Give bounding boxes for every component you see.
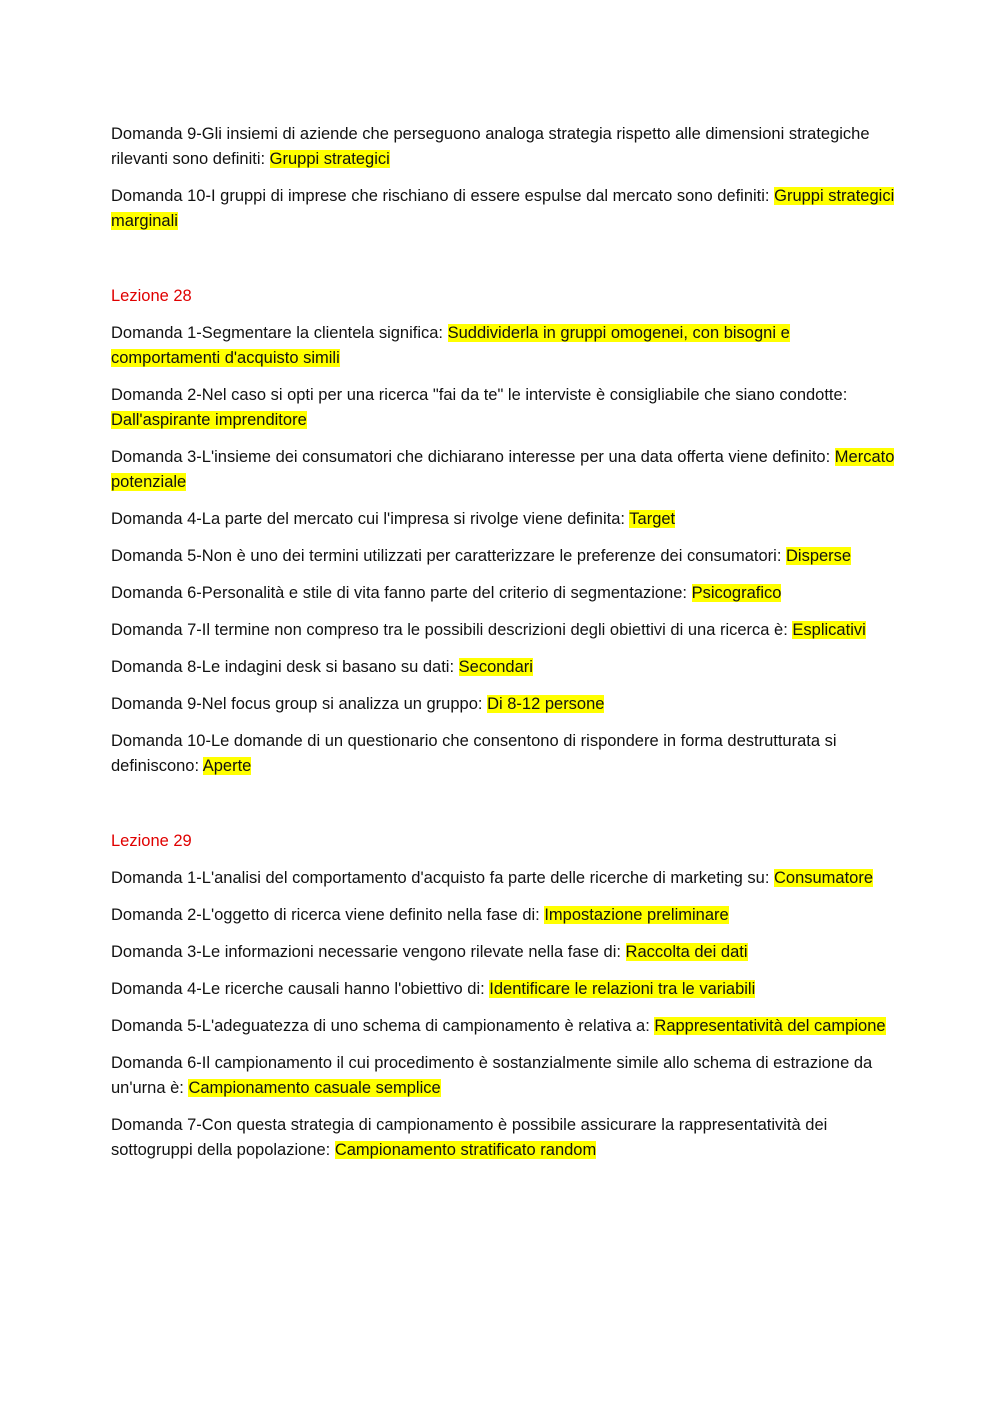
question-text: Domanda 5-L'adeguatezza di uno schema di campionamento è relativa a: xyxy=(111,1017,655,1035)
question-text: Domanda 7-Il termine non compreso tra le possibili descrizioni degli obiettivi di una ricerca è: xyxy=(111,621,793,639)
question-text: Domanda 4-La parte del mercato cui l'impresa si rivolge viene definita: xyxy=(111,510,630,528)
question-item xyxy=(111,940,901,965)
question-item xyxy=(111,903,901,928)
lesson-title: Lezione 28 xyxy=(111,287,192,305)
answer-highlight: Impostazione preliminare xyxy=(544,906,729,924)
lesson-section xyxy=(111,829,901,1163)
answer-highlight: Target xyxy=(629,510,676,528)
question-item xyxy=(111,655,901,680)
question-item xyxy=(111,507,901,532)
question-item xyxy=(111,544,901,569)
question-item xyxy=(111,122,901,172)
question-text: Domanda 5-Non è uno dei termini utilizzati per caratterizzare le preferenze dei consumatori: xyxy=(111,547,786,565)
question-item xyxy=(111,581,901,606)
question-text: Domanda 1-Segmentare la clientela significa: xyxy=(111,324,448,342)
question-text: Domanda 10-I gruppi di imprese che rischiano di essere espulse dal mercato sono definiti: xyxy=(111,187,775,205)
question-item xyxy=(111,1014,901,1039)
answer-highlight: Rappresentatività del campione xyxy=(654,1017,886,1035)
question-text: Domanda 2-L'oggetto di ricerca viene definito nella fase di: xyxy=(111,906,545,924)
answer-highlight: Psicografico xyxy=(691,584,782,602)
answer-highlight: Di 8-12 persone xyxy=(487,695,605,713)
answer-highlight: Campionamento casuale semplice xyxy=(188,1079,441,1097)
question-item xyxy=(111,321,901,371)
answer-highlight: Consumatore xyxy=(773,869,874,887)
question-item xyxy=(111,692,901,717)
question-text: Domanda 6-Personalità e stile di vita fanno parte del criterio di segmentazione: xyxy=(111,584,692,602)
answer-highlight: Secondari xyxy=(458,658,533,676)
answer-highlight: Disperse xyxy=(786,547,852,565)
question-text: Domanda 7-Con questa strategia di campionamento è possibile assicurare la rappresentatività dei sottogruppi della popolazione: xyxy=(111,1116,828,1159)
document-content xyxy=(111,122,901,1175)
answer-highlight: Aperte xyxy=(202,757,252,775)
question-text: Domanda 6-Il campionamento il cui procedimento è sostanzialmente simile allo schema di estrazione da un'urna è: xyxy=(111,1054,873,1097)
answer-highlight: Esplicativi xyxy=(792,621,866,639)
answer-highlight: Identificare le relazioni tra le variabili xyxy=(489,980,756,998)
answer-highlight: Mercato potenziale xyxy=(111,448,895,491)
question-item xyxy=(111,866,901,891)
question-item xyxy=(111,977,901,1002)
question-item xyxy=(111,729,901,779)
answer-highlight: Suddividerla in gruppi omogenei, con bisogni e comportamenti d'acquisto simili xyxy=(111,324,790,367)
question-text: Domanda 1-L'analisi del comportamento d'acquisto fa parte delle ricerche di marketing su: xyxy=(111,869,774,887)
lesson-title: Lezione 29 xyxy=(111,832,192,850)
question-item xyxy=(111,445,901,495)
question-text: Domanda 3-L'insieme dei consumatori che dichiarano interesse per una data offerta viene definito: xyxy=(111,448,835,466)
answer-highlight: Gruppi strategici marginali xyxy=(111,187,895,230)
question-item xyxy=(111,1051,901,1101)
question-item xyxy=(111,184,901,234)
lesson-section xyxy=(111,284,901,779)
question-text: Domanda 9-Nel focus group si analizza un gruppo: xyxy=(111,695,488,713)
answer-highlight: Gruppi strategici xyxy=(269,150,390,168)
question-text: Domanda 2-Nel caso si opti per una ricerca "fai da te" le interviste è consigliabile che siano condotte: xyxy=(111,386,848,404)
answer-highlight: Dall'aspirante imprenditore xyxy=(111,411,307,429)
question-text: Domanda 3-Le informazioni necessarie vengono rilevate nella fase di: xyxy=(111,943,626,961)
answer-highlight: Raccolta dei dati xyxy=(625,943,748,961)
lesson-section xyxy=(111,122,901,234)
question-item xyxy=(111,618,901,643)
question-text: Domanda 8-Le indagini desk si basano su dati: xyxy=(111,658,459,676)
question-text: Domanda 10-Le domande di un questionario che consentono di rispondere in forma destrutturata si definiscono: xyxy=(111,732,837,775)
answer-highlight: Campionamento stratificato random xyxy=(334,1141,597,1159)
question-item xyxy=(111,383,901,433)
question-text: Domanda 4-Le ricerche causali hanno l'obiettivo di: xyxy=(111,980,490,998)
question-item xyxy=(111,1113,901,1163)
question-text: Domanda 9-Gli insiemi di aziende che perseguono analoga strategia rispetto alle dimensioni strategiche rilevanti sono definiti: xyxy=(111,125,870,168)
